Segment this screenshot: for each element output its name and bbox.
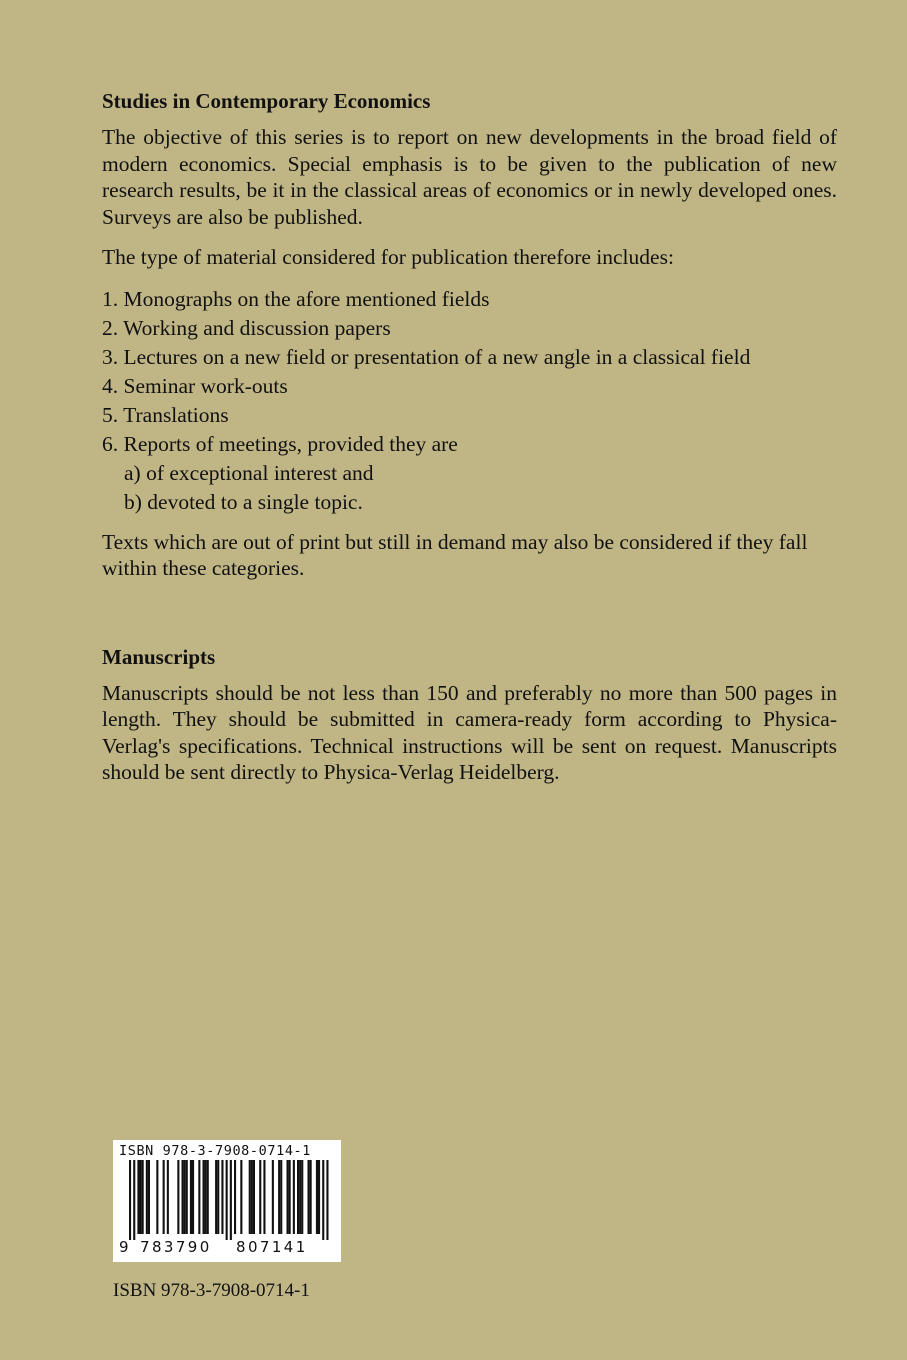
barcode-bar xyxy=(240,1160,242,1234)
barcode-bar xyxy=(137,1160,139,1234)
barcode-bar xyxy=(263,1160,265,1234)
barcode-guard-bar xyxy=(226,1160,228,1240)
barcode-bar xyxy=(272,1160,274,1234)
barcode-bar xyxy=(318,1160,320,1234)
barcode-bar xyxy=(287,1160,289,1234)
list-item: 3. Lectures on a new field or presentation of a new angle in a classical field xyxy=(102,344,751,369)
barcode-bar xyxy=(182,1160,184,1234)
barcode-bar xyxy=(234,1160,236,1234)
barcode-bar xyxy=(308,1160,310,1234)
barcode-bar xyxy=(297,1160,299,1234)
barcode-bar xyxy=(310,1160,312,1234)
barcode-bar xyxy=(280,1160,282,1234)
isbn-text: ISBN 978-3-7908-0714-1 xyxy=(113,1280,310,1301)
barcode-bar xyxy=(253,1160,255,1234)
barcode-bar xyxy=(221,1160,223,1234)
barcode-bar xyxy=(177,1160,179,1234)
barcode-bar xyxy=(299,1160,301,1234)
material-list xyxy=(102,285,837,517)
barcode-bar xyxy=(140,1160,142,1234)
list-item: 5. Translations xyxy=(102,402,229,427)
barcode-bar xyxy=(198,1160,200,1234)
barcode-bar xyxy=(249,1160,251,1234)
isbn-barcode xyxy=(113,1140,341,1262)
barcode-left-digits: 783790 xyxy=(140,1238,212,1256)
section-spacer xyxy=(102,596,837,640)
out-of-print-paragraph: Texts which are out of print but still in demand may also be considered if they fall within these categories. xyxy=(102,529,808,580)
manuscripts-heading: Manuscripts xyxy=(102,644,216,669)
barcode-bar xyxy=(205,1160,207,1234)
barcode-bar xyxy=(163,1160,165,1234)
barcode-guard-bar xyxy=(230,1160,232,1240)
barcode-bar xyxy=(167,1160,169,1234)
series-heading: Studies in Contemporary Economics xyxy=(102,89,431,113)
barcode-bar xyxy=(142,1160,144,1234)
manuscripts-paragraph: Manuscripts should be not less than 150 and preferably no more than 500 pages in length. They should be submitted in camera-ready form according to Physica-Verlag's specifications. Technical instructions will be sent on request. Manuscripts should be sent directly to Physica-Verlag Heidelberg. xyxy=(102,680,837,784)
list-item: 2. Working and discussion papers xyxy=(102,315,391,340)
barcode-bar xyxy=(190,1160,192,1234)
barcode-bar xyxy=(251,1160,253,1234)
barcode-bar xyxy=(186,1160,188,1234)
barcode-isbn-label: ISBN 978-3-7908-0714-1 xyxy=(119,1143,312,1159)
barcode-bar xyxy=(289,1160,291,1234)
back-cover-text xyxy=(102,88,837,800)
barcode-bar xyxy=(278,1160,280,1234)
barcode-guard-bar xyxy=(129,1160,131,1240)
barcode-bar xyxy=(146,1160,148,1234)
series-intro-paragraph: The objective of this series is to report on new developments in the broad field of modern economics. Special emphasis is to be given to the publication of new research results, be it in the classical areas of economics or in newly developed ones. Surveys are also be published. xyxy=(102,125,837,229)
barcode-bar xyxy=(217,1160,219,1234)
barcode-bar xyxy=(207,1160,209,1234)
barcode-guard-bar xyxy=(326,1160,328,1240)
material-intro-paragraph: The type of material considered for publication therefore includes: xyxy=(102,245,674,269)
barcode-bars xyxy=(113,1160,341,1240)
barcode-bar xyxy=(316,1160,318,1234)
list-subitem: a) of exceptional interest and xyxy=(124,460,374,485)
barcode-bar xyxy=(215,1160,217,1234)
barcode-right-digits: 807141 xyxy=(236,1238,308,1256)
list-subitem: b) devoted to a single topic. xyxy=(124,489,363,514)
barcode-bar xyxy=(259,1160,261,1234)
list-item: 1. Monographs on the afore mentioned fields xyxy=(102,286,490,311)
barcode-bar xyxy=(301,1160,303,1234)
barcode-bar xyxy=(293,1160,295,1234)
list-item: 6. Reports of meetings, provided they are xyxy=(102,431,458,456)
barcode-bar xyxy=(192,1160,194,1234)
barcode-bar xyxy=(184,1160,186,1234)
list-item: 4. Seminar work-outs xyxy=(102,373,288,398)
barcode-guard-bar xyxy=(322,1160,324,1240)
barcode-first-digit: 9 xyxy=(119,1238,131,1256)
barcode-guard-bar xyxy=(133,1160,135,1240)
barcode-bar xyxy=(148,1160,150,1234)
barcode-bar xyxy=(156,1160,158,1234)
barcode-bar xyxy=(203,1160,205,1234)
